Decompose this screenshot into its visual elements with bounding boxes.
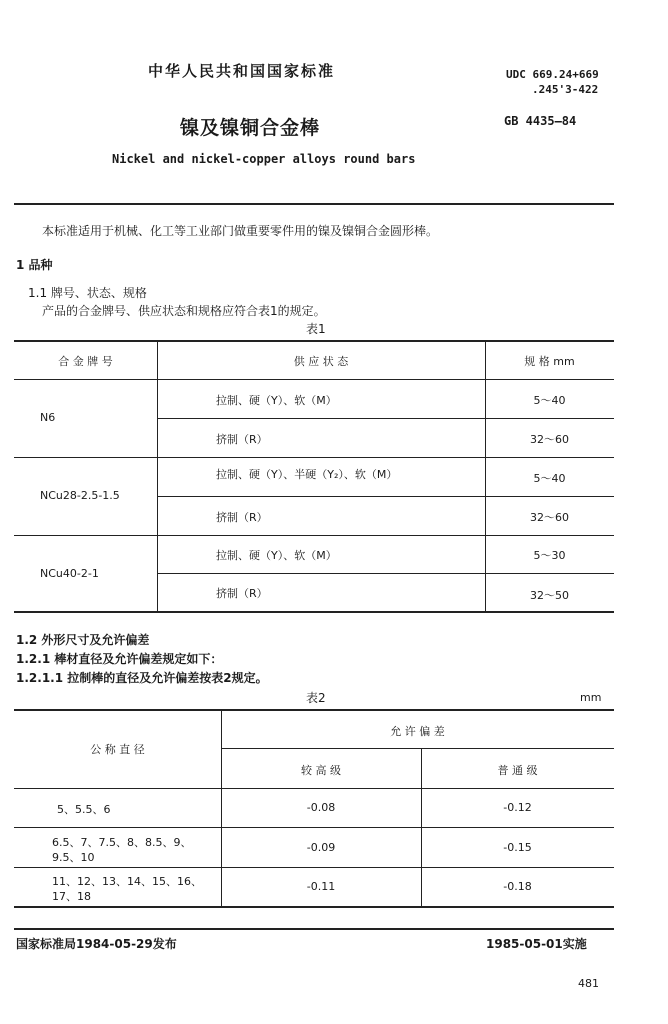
table1-header-state: 供 应 状 态 xyxy=(293,355,349,368)
table1-spec: 5～40 xyxy=(533,394,566,407)
table2-caption: 表2 xyxy=(306,691,326,705)
table2-diameter: 5、5.5、6 xyxy=(57,803,111,816)
table2-normal-value: -0.15 xyxy=(503,841,532,854)
table1-header-spec: 规 格 mm xyxy=(524,355,575,368)
document-title-cn: 镍及镍铜合金棒 xyxy=(180,117,321,139)
table1-spec: 32～60 xyxy=(530,433,569,446)
table2-header-tolerance: 允 许 偏 差 xyxy=(390,725,445,738)
table1-state: 挤制（R） xyxy=(216,511,268,524)
section-1-heading: 1 品种 xyxy=(16,258,53,272)
table2-diameter: 9.5、10 xyxy=(52,851,95,864)
table1-alloy: NCu28-2.5-1.5 xyxy=(40,489,120,502)
table2-diameter: 17、18 xyxy=(52,890,91,903)
table2-diameter: 6.5、7、7.5、8、8.5、9、 xyxy=(52,836,192,849)
footer-divider xyxy=(14,928,614,930)
table1-spec: 5～40 xyxy=(533,472,566,485)
table2-header-high: 较 高 级 xyxy=(301,764,341,777)
udc-code-line1: UDC 669.24+669 xyxy=(506,68,599,81)
issued-by: 国家标准局1984-05-29发布 xyxy=(16,937,177,951)
table2-high-value: -0.11 xyxy=(306,880,336,893)
page-number: 481 xyxy=(578,977,599,990)
table2-normal-value: -0.12 xyxy=(503,801,532,814)
table1-state: 拉制、硬（Y）、软（M） xyxy=(216,394,337,407)
section-1-2-1-1-heading: 1.2.1.1 拉制棒的直径及允许偏差按表2规定。 xyxy=(16,671,268,685)
table2-high-value: -0.09 xyxy=(306,841,336,854)
country-standard-title: 中华人民共和国国家标准 xyxy=(148,62,336,80)
gb-standard-number: GB 4435—84 xyxy=(504,114,577,128)
document-title-en: Nickel and nickel-copper alloys round bars xyxy=(112,152,416,166)
effective-date: 1985-05-01实施 xyxy=(486,937,587,951)
table1-state: 拉制、硬（Y）、半硬（Y₂）、软（M） xyxy=(216,468,398,481)
table2-header-nominal: 公 称 直 径 xyxy=(90,743,145,756)
section-1-1-heading: 1.1 牌号、状态、规格 xyxy=(28,286,147,300)
table1-spec: 5～30 xyxy=(533,549,566,562)
table1-caption: 表1 xyxy=(306,322,326,336)
table2-unit: mm xyxy=(580,691,602,704)
section-1-1-text: 产品的合金牌号、供应状态和规格应符合表1的规定。 xyxy=(42,304,326,318)
intro-paragraph: 本标准适用于机械、化工等工业部门做重要零件用的镍及镍铜合金圆形棒。 xyxy=(42,224,439,238)
table1-spec: 32～60 xyxy=(530,511,569,524)
table2-high-value: -0.08 xyxy=(306,801,336,814)
section-1-2-1-heading: 1.2.1 棒材直径及允许偏差规定如下： xyxy=(16,652,223,666)
section-1-2-heading: 1.2 外形尺寸及允许偏差 xyxy=(16,633,150,647)
table1-state: 挤制（R） xyxy=(216,433,268,446)
table1-header-alloy: 合 金 牌 号 xyxy=(58,355,113,368)
table1-state: 挤制（R） xyxy=(216,587,268,600)
table1-alloy: N6 xyxy=(40,411,56,424)
table1-alloy: NCu40-2-1 xyxy=(40,567,99,580)
table2-header-normal: 普 通 级 xyxy=(497,764,538,777)
table1-state: 拉制、硬（Y）、软（M） xyxy=(216,549,337,562)
header-divider xyxy=(14,203,614,205)
table2-diameter: 11、12、13、14、15、16、 xyxy=(52,875,202,888)
table1-spec: 32～50 xyxy=(530,589,569,602)
table2-normal-value: -0.18 xyxy=(503,880,532,893)
udc-code-line2: .245'3-422 xyxy=(532,83,599,96)
